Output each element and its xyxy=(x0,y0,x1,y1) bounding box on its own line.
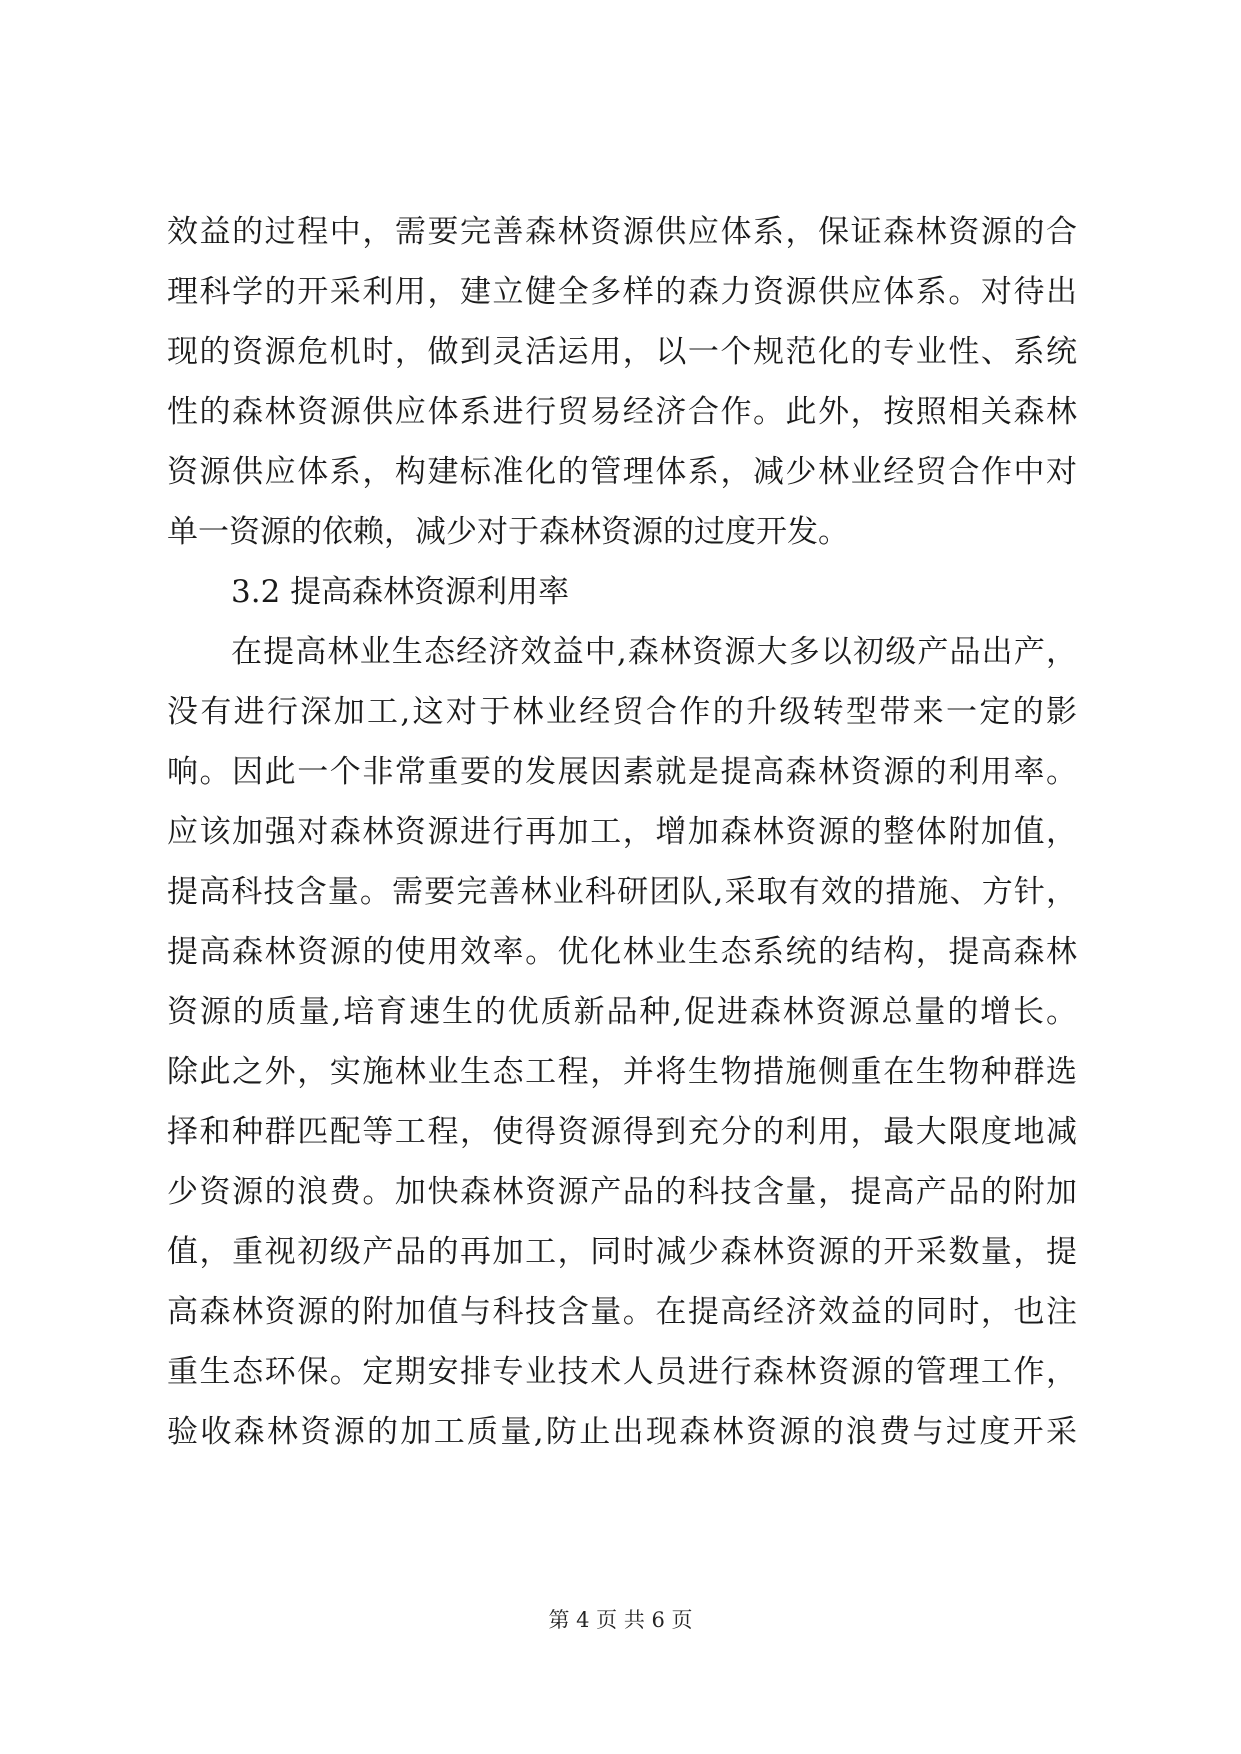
body-text-line: 效益的过程中，需要完善森林资源供应体系，保证森林资源的合 xyxy=(167,214,1077,250)
body-text-line: 重生态环保。定期安排专业技术人员进行森林资源的管理工作， xyxy=(167,1354,1077,1390)
body-text-line: 高森林资源的附加值与科技含量。在提高经济效益的同时，也注 xyxy=(167,1294,1077,1330)
body-text-line: 响。因此一个非常重要的发展因素就是提高森林资源的利用率。 xyxy=(167,754,1077,790)
body-text-line: 择和种群匹配等工程，使得资源得到充分的利用，最大限度地减 xyxy=(167,1114,1077,1150)
body-text-line: 少资源的浪费。加快森林资源产品的科技含量，提高产品的附加 xyxy=(167,1174,1077,1210)
body-text-line: 验收森林资源的加工质量,防止出现森林资源的浪费与过度开采 xyxy=(167,1414,1077,1450)
body-text-line: 资源供应体系，构建标准化的管理体系，减少林业经贸合作中对 xyxy=(167,454,1077,490)
body-text-line: 值，重视初级产品的再加工，同时减少森林资源的开采数量，提 xyxy=(167,1234,1077,1270)
body-text-line: 资源的质量,培育速生的优质新品种,促进森林资源总量的增长。 xyxy=(167,994,1077,1030)
body-text-line: 理科学的开采利用，建立健全多样的森力资源供应体系。对待出 xyxy=(167,274,1077,310)
section-heading: 3.2 提高森林资源利用率 xyxy=(231,574,570,610)
body-text-line: 现的资源危机时，做到灵活运用，以一个规范化的专业性、系统 xyxy=(167,334,1077,370)
body-text-line: 应该加强对森林资源进行再加工，增加森林资源的整体附加值， xyxy=(167,814,1077,850)
page-footer: 第 4 页 共 6 页 xyxy=(548,1608,693,1632)
body-text-line: 除此之外，实施林业生态工程，并将生物措施侧重在生物种群选 xyxy=(167,1054,1077,1090)
body-text-line: 没有进行深加工,这对于林业经贸合作的升级转型带来一定的影 xyxy=(167,694,1077,730)
body-text-line: 提高森林资源的使用效率。优化林业生态系统的结构，提高森林 xyxy=(167,934,1077,970)
body-text-line: 在提高林业生态经济效益中,森林资源大多以初级产品出产， xyxy=(231,634,1077,670)
body-text-line: 性的森林资源供应体系进行贸易经济合作。此外，按照相关森林 xyxy=(167,394,1077,430)
body-text-line: 提高科技含量。需要完善林业科研团队,采取有效的措施、方针， xyxy=(167,874,1077,910)
body-text-line: 单一资源的依赖，减少对于森林资源的过度开发。 xyxy=(167,514,849,550)
